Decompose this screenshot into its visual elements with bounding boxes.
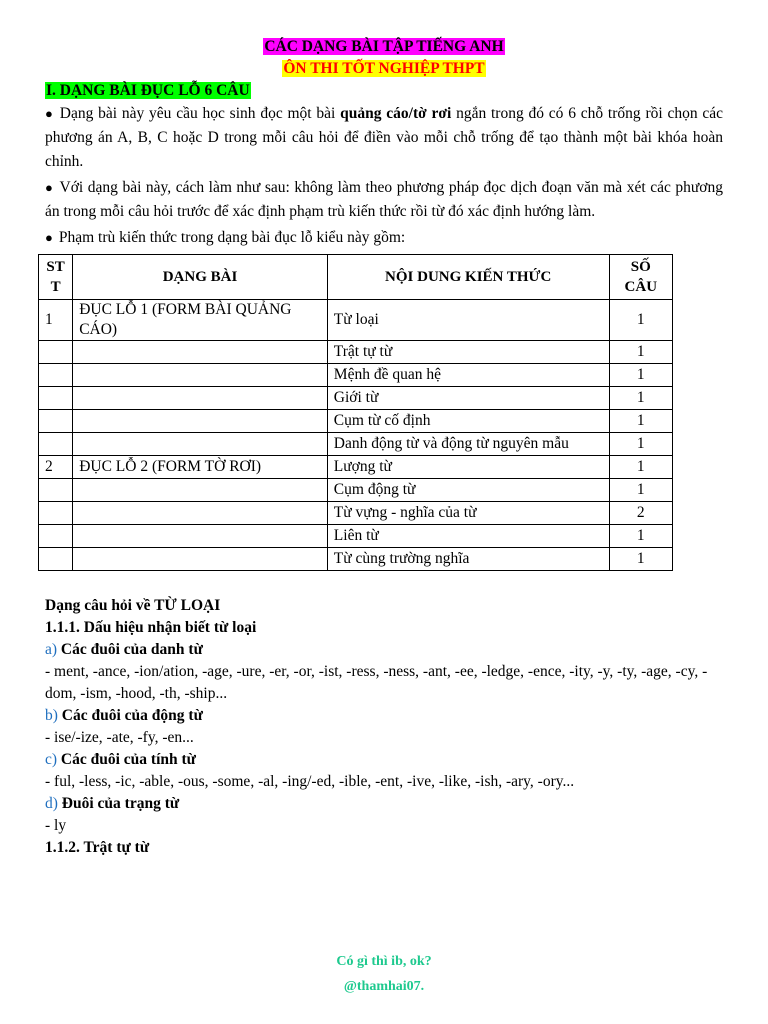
cell-so: 2 [609,502,672,525]
item-a-title [45,639,723,661]
item-c-letter: c) [45,751,58,768]
table-row [39,300,673,341]
cell-so: 1 [609,479,672,502]
cell-noi: Cụm từ cố định [327,410,609,433]
cell-so: 1 [609,300,672,341]
cell-stt: 1 [39,300,73,341]
cell-stt [39,433,73,456]
bullet-icon: ● [45,106,54,121]
cell-stt [39,479,73,502]
cell-dang [73,433,328,456]
table-row [39,548,673,571]
table-row [39,364,673,387]
cell-so: 1 [609,433,672,456]
header-dang-bai: DẠNG BÀI [73,255,328,300]
cell-dang: ĐỤC LỖ 1 (FORM BÀI QUẢNG CÁO) [73,300,328,341]
paragraph-1 [45,102,723,174]
cell-so: 1 [609,548,672,571]
cell-so: 1 [609,364,672,387]
cell-dang [73,525,328,548]
item-d-letter: d) [45,795,58,812]
cell-stt [39,548,73,571]
p1-bold: quảng cáo/tờ rơi [340,105,452,122]
cell-stt [39,525,73,548]
item-a-letter: a) [45,641,58,658]
footer-handle: @thamhai07. [343,979,425,994]
cell-stt [39,410,73,433]
tu-loai-heading: Dạng câu hỏi về TỪ LOẠI [45,597,221,614]
cell-noi: Từ vựng - nghĩa của từ [327,502,609,525]
item-b-text: - ise/-ize, -ate, -fy, -en... [45,729,194,746]
cell-noi: Liên từ [327,525,609,548]
table-row [39,341,673,364]
document-page [45,36,723,859]
item-d-title [45,793,723,815]
table-row [39,387,673,410]
cell-so: 1 [609,456,672,479]
table-row [39,410,673,433]
cell-stt [39,387,73,410]
table-row [39,433,673,456]
header-so-cau: SỐ CÂU [609,255,672,300]
title-line-1 [45,36,723,58]
cell-dang [73,410,328,433]
item-c-text: - ful, -less, -ic, -able, -ous, -some, -al, -ing/-ed, -ible, -ent, -ive, -like, -ish, -ary, -ory... [45,773,575,790]
knowledge-table [38,254,673,571]
cell-dang [73,548,328,571]
table-row [39,525,673,548]
cell-noi: Trật tự từ [327,341,609,364]
cell-dang [73,341,328,364]
cell-dang [73,364,328,387]
cell-noi: Từ loại [327,300,609,341]
cell-noi: Giới từ [327,387,609,410]
cell-stt [39,341,73,364]
sub-title: ÔN THI TỐT NGHIỆP THPT [283,60,485,77]
p1-post: ngắn trong đó có 6 chỗ trống rồi chọn các phương án A, B, C hoặc D trong mỗi câu hỏi để điền vào mỗi chỗ trống để tạo thành một bài khóa hoàn chỉnh. [45,105,724,170]
section-heading-line [45,80,723,102]
cell-stt: 2 [39,456,73,479]
table-row [39,479,673,502]
cell-so: 1 [609,341,672,364]
spacer [45,571,723,595]
cell-noi: Cụm động từ [327,479,609,502]
paragraph-2 [45,176,723,224]
item-a-text: - ment, -ance, -ion/ation, -age, -ure, -er, -or, -ist, -ress, -ness, -ant, -ee, -ledge, -ence, -ity, -y, -ty, -age, -cy, -dom, -ism, -hood, -th, -ship... [45,663,708,702]
paragraph-3 [45,226,723,250]
table-row [39,456,673,479]
subsection-1-1-2: 1.1.2. Trật tự từ [45,839,150,856]
item-b-label: Các đuôi của động từ [61,707,203,724]
item-b-title [45,705,723,727]
section-heading: I. DẠNG BÀI ĐỤC LỖ 6 CÂU [46,82,250,99]
cell-so: 1 [609,525,672,548]
cell-dang: ĐỤC LỖ 2 (FORM TỜ RƠI) [73,456,328,479]
item-c-label: Các đuôi của tính từ [60,751,196,768]
main-title: CÁC DẠNG BÀI TẬP TIẾNG ANH [264,38,504,55]
table-header-row [39,255,673,300]
header-stt: ST T [39,255,73,300]
cell-stt [39,364,73,387]
item-d-text: - ly [45,817,67,834]
p1-pre: Dạng bài này yêu cầu học sinh đọc một bài [59,105,341,122]
title-line-2 [45,58,723,80]
cell-dang [73,502,328,525]
cell-so: 1 [609,387,672,410]
item-c-title [45,749,723,771]
cell-noi: Danh động từ và động từ nguyên mẫu [327,433,609,456]
item-d-label: Đuôi của trạng từ [61,795,180,812]
footer-line-1: Có gì thì ib, ok? [336,954,432,969]
bullet-icon: ● [45,180,54,195]
header-noi-dung: NỘI DUNG KIẾN THỨC [327,255,609,300]
cell-noi: Lượng từ [327,456,609,479]
cell-dang [73,479,328,502]
cell-noi: Từ cùng trường nghĩa [327,548,609,571]
cell-stt [39,502,73,525]
table-row [39,502,673,525]
p2-text: Với dạng bài này, cách làm như sau: không làm theo phương pháp đọc dịch đoạn văn mà xét các phương án trong mỗi câu hỏi trước để xác định phạm trù kiến thức rồi từ đó xác định hướng làm. [45,179,723,220]
subsection-1-1-1: 1.1.1. Dấu hiệu nhận biết từ loại [45,619,257,636]
bullet-icon: ● [45,230,53,245]
p3-text: Phạm trù kiến thức trong dạng bài đục lỗ kiểu này gồm: [58,229,406,246]
cell-dang [73,387,328,410]
item-a-label: Các đuôi của danh từ [60,641,203,658]
cell-so: 1 [609,410,672,433]
cell-noi: Mệnh đề quan hệ [327,364,609,387]
item-b-letter: b) [45,707,58,724]
